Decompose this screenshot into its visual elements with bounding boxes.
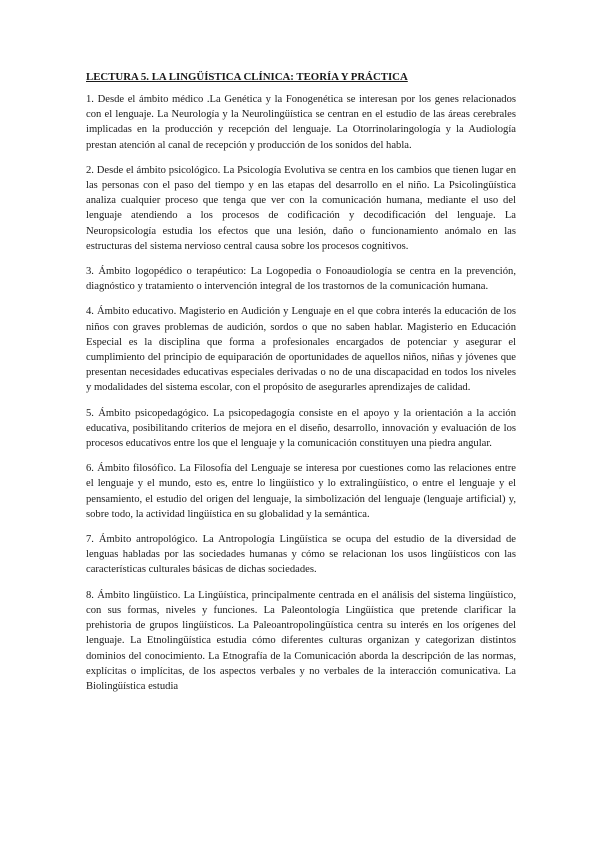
paragraph-psicologico: 2. Desde el ámbito psicológico. La Psicología Evolutiva se centra en los cambios que tienen lugar en las personas con el paso del tiempo y en las etapas del desarrollo en el niño. La Psicolingüística analiza cualquier proceso que tenga que ver con la comunicación humana, mediante el uso del lenguaje atendiendo a los procesos de codificación y decodificación del lenguaje. La Neuropsicología estudia los efectos que una lesión, daño o funcionamiento anómalo en las estructuras del sistema nervioso central causa sobre los procesos cognitivos. [86, 164, 516, 252]
paragraph-psicopedagogico: 5. Ámbito psicopedagógico. La psicopedagogía consiste en el apoyo y la orientación a la acción educativa, posibilitando criterios de mejora en el diseño, desarrollo, innovación y evaluación de los procesos educativos entre los que el lenguaje y la comunicación constituyen una piedra angular. [86, 407, 516, 450]
paragraph-logopedico: 3. Ámbito logopédico o terapéutico: La Logopedia o Fonoaudiología se centra en la prevención, diagnóstico y tratamiento o intervención integral de los trastornos de la comunicación humana. [86, 266, 516, 293]
paragraph-medico: 1. Desde el ámbito médico .La Genética y la Fonogenética se interesan por los genes relacionados con el lenguaje. La Neurología y la Neurolingüística se centran en el estudio de las áreas cerebrales implicadas en la producción y recepción del lenguaje. La Otorrinolaringología y la Audiología prestan atención al canal de recepción y producción de los sonidos del habla. [86, 94, 516, 151]
paragraph-educativo: 4. Ámbito educativo. Magisterio en Audición y Lenguaje en el que cobra interés la educación de los niños con graves problemas de audición, sordos o que no saben hablar. Magisterio en Educación Especial es la disciplina que forma a profesionales encargados de potenciar y asegurar el cumplimiento del principio de equiparación de oportunidades de aquellos niños, niñas y jóvenes que presentan necesidades educativas especiales derivadas o no de una discapacidad en todos los niveles y modalidades del sistema escolar, con el propósito de asegurarles aprendizajes de calidad. [86, 306, 516, 394]
document-body [86, 70, 516, 704]
paragraph-filosofico: 6. Ámbito filosófico. La Filosofía del Lenguaje se interesa por cuestiones como las relaciones entre el lenguaje y el mundo, esto es, entre lo lingüístico y lo extralingüístico, o entre el lenguaje y el pensamiento, el estudio del origen del lenguaje, la simbolización del lenguaje (lenguaje artificial) y, sobre todo, la actividad lingüística en su globalidad y la semántica. [86, 463, 516, 520]
paragraph-antropologico: 7. Ámbito antropológico. La Antropología Lingüística se ocupa del estudio de la diversidad de lenguas habladas por las sociedades humanas y cómo se relacionan los usos lingüísticos con las características culturales básicas de dichas sociedades. [86, 534, 516, 576]
paragraph-linguistico: 8. Ámbito lingüístico. La Lingüística, principalmente centrada en el análisis del sistema lingüístico, con sus formas, niveles y funciones. La Paleontología Lingüística que pretende clarificar la prehistoria de grupos lingüísticos. La Paleoantropolingüística centra su interés en los orígenes del lenguaje. La Etnolingüística estudia cómo diferentes culturas organizan y categorizan distintos dominios del conocimiento. La Etnografía de la Comunicación aborda la descripción de las normas, explícitas o implícitas, de los aspectos verbales y no verbales de la interacción comunicativa. La Biolingüística estudia [86, 589, 516, 692]
document-title: LECTURA 5. LA LINGÜÍSTICA CLÍNICA: TEORÍA Y PRÁCTICA [86, 71, 408, 83]
